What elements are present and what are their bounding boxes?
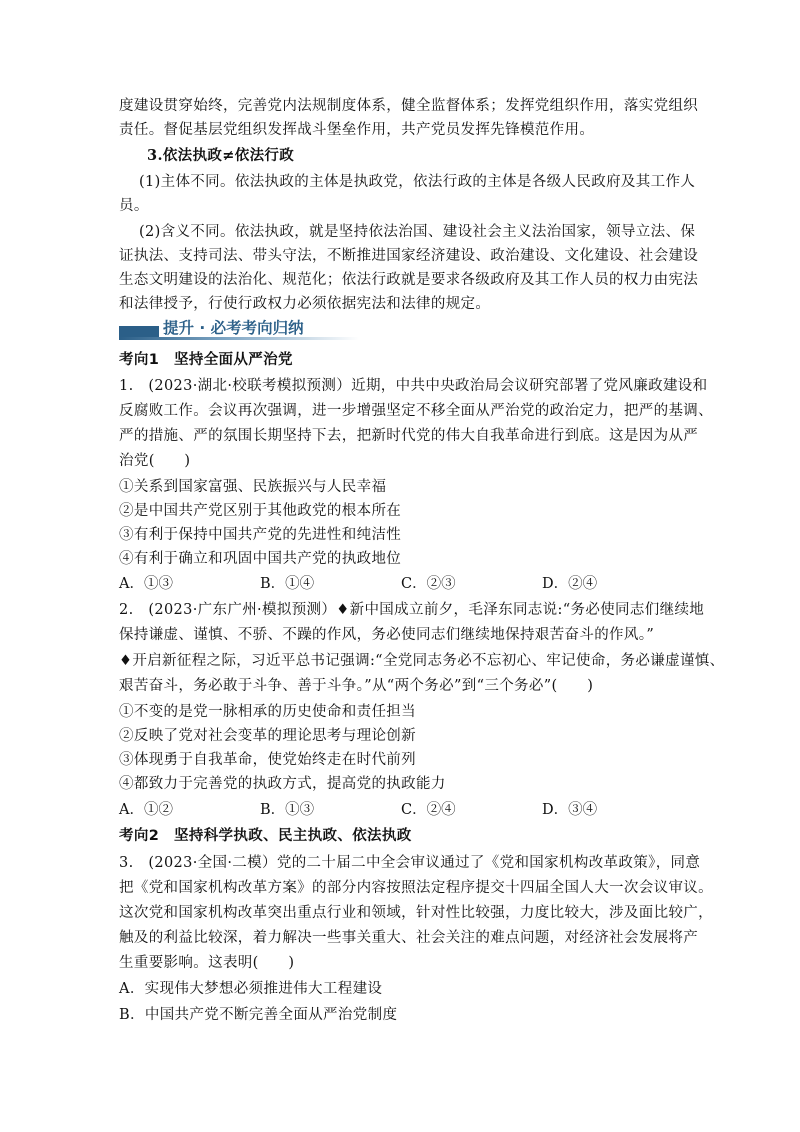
statement-item: ④有利于确立和巩固中国共产党的执政地位 — [119, 551, 402, 567]
section-heading: 3.依法执政≠依法行政 — [147, 147, 295, 164]
answer-option-b: B．①③ — [260, 802, 315, 818]
statement-item: ③体现勇于自我革命，使党始终走在时代前列 — [119, 752, 416, 768]
question-line: 把《党和国家机构改革方案》的部分内容按照法定程序提交十四届全国人大一次会议审议。 — [119, 880, 713, 896]
statement-item: ②是中国共产党区别于其他政党的根本所在 — [119, 503, 402, 519]
paragraph-line: 和法律授予，行使行政权力必须依据宪法和法律的规定。 — [119, 296, 491, 312]
question-line: 生重要影响。这表明( ) — [119, 955, 295, 971]
answer-option-b: B．中国共产党不断完善全面从严治党制度 — [119, 1007, 398, 1023]
banner-title: 提升 · 必考考向归纳 — [163, 319, 304, 337]
paragraph-line: 生态文明建设的法治化、规范化；依法行政就是要求各级政府及其工作人员的权力由宪法 — [119, 272, 699, 288]
paragraph-line: 证执法、支持司法、带头守法，不断推进国家经济建设、政治建设、文化建设、社会建设 — [119, 248, 699, 264]
question-line: 保持谦虚、谨慎、不骄、不躁的作风，务必使同志们继续地保持艰苦奋斗的作风。” — [119, 627, 655, 643]
statement-item: ①不变的是党一脉相承的历史使命和责任担当 — [119, 704, 416, 720]
paragraph-line: (1)主体不同。依法执政的主体是执政党，依法行政的主体是各级人民政府及其工作人 — [139, 174, 696, 190]
intro-line: 责任。督促基层党组织发挥战斗堡垒作用，共产党员发挥先锋模范作用。 — [119, 122, 595, 138]
statement-item: ④都致力于完善党的执政方式，提高党的执政能力 — [119, 776, 446, 792]
statement-item: ①关系到国家富强、民族振兴与人民幸福 — [119, 479, 387, 495]
statement-item: ②反映了党对社会变革的理论思考与理论创新 — [119, 728, 416, 744]
question-line: 触及的利益比较深，着力解决一些事关重大、社会关注的难点问题，对经济社会发展将产 — [119, 930, 699, 946]
banner-underline — [119, 337, 359, 340]
paragraph-line: (2)含义不同。依法执政，就是坚持依法治国、建设社会主义法治国家，领导立法、保 — [139, 224, 696, 240]
section-banner — [119, 316, 359, 338]
answer-option-d: D．③④ — [542, 802, 598, 818]
topic-heading: 考向2 坚持科学执政、民主执政、依法执政 — [119, 828, 412, 844]
question-line: 艰苦奋斗，务必敢于斗争、善于斗争。”从“两个务必”到“三个务必”( ) — [119, 678, 594, 694]
answer-option-a: A．①③ — [119, 576, 173, 592]
question-line: 2. (2023·广东广州·模拟预测）♦新中国成立前夕，毛泽东同志说:“务必使同志们继续地 — [119, 602, 705, 618]
answer-option-c: C．②③ — [401, 576, 456, 592]
question-line: 治党( ) — [119, 453, 191, 469]
question-line: 这次党和国家机构改革突出重点行业和领域，针对性比较强，力度比较大，涉及面比较广， — [119, 905, 713, 921]
answer-option-d: D．②④ — [542, 576, 598, 592]
answer-option-b: B．①④ — [260, 576, 315, 592]
question-line: 严的措施、严的氛围长期坚持下去，把新时代党的伟大自我革命进行到底。这是因为从严 — [119, 428, 699, 444]
answer-option-a: A．实现伟大梦想必须推进伟大工程建设 — [119, 981, 383, 997]
question-line: ♦开启新征程之际，习近平总书记强调:“全党同志务必不忘初心、牢记使命，务必谦虚谨慎、 — [119, 653, 725, 669]
answer-option-a: A．①② — [119, 802, 173, 818]
topic-heading: 考向1 坚持全面从严治党 — [119, 352, 293, 368]
answer-option-c: C．②④ — [401, 802, 456, 818]
question-line: 1. (2023·湖北·校联考模拟预测）近期，中共中央政治局会议研究部署了党风廉政建设和 — [119, 378, 708, 394]
paragraph-line: 员。 — [119, 198, 149, 214]
question-line: 3. (2023·全国·二模）党的二十届二中全会审议通过了《党和国家机构改革政策》，同意 — [119, 855, 701, 871]
question-line: 反腐败工作。会议再次强调，进一步增强坚定不移全面从严治党的政治定力，把严的基调、 — [119, 403, 713, 419]
intro-line: 度建设贯穿始终，完善党内法规制度体系，健全监督体系；发挥党组织作用，落实党组织 — [119, 98, 699, 114]
statement-item: ③有利于保持中国共产党的先进性和纯洁性 — [119, 527, 402, 543]
